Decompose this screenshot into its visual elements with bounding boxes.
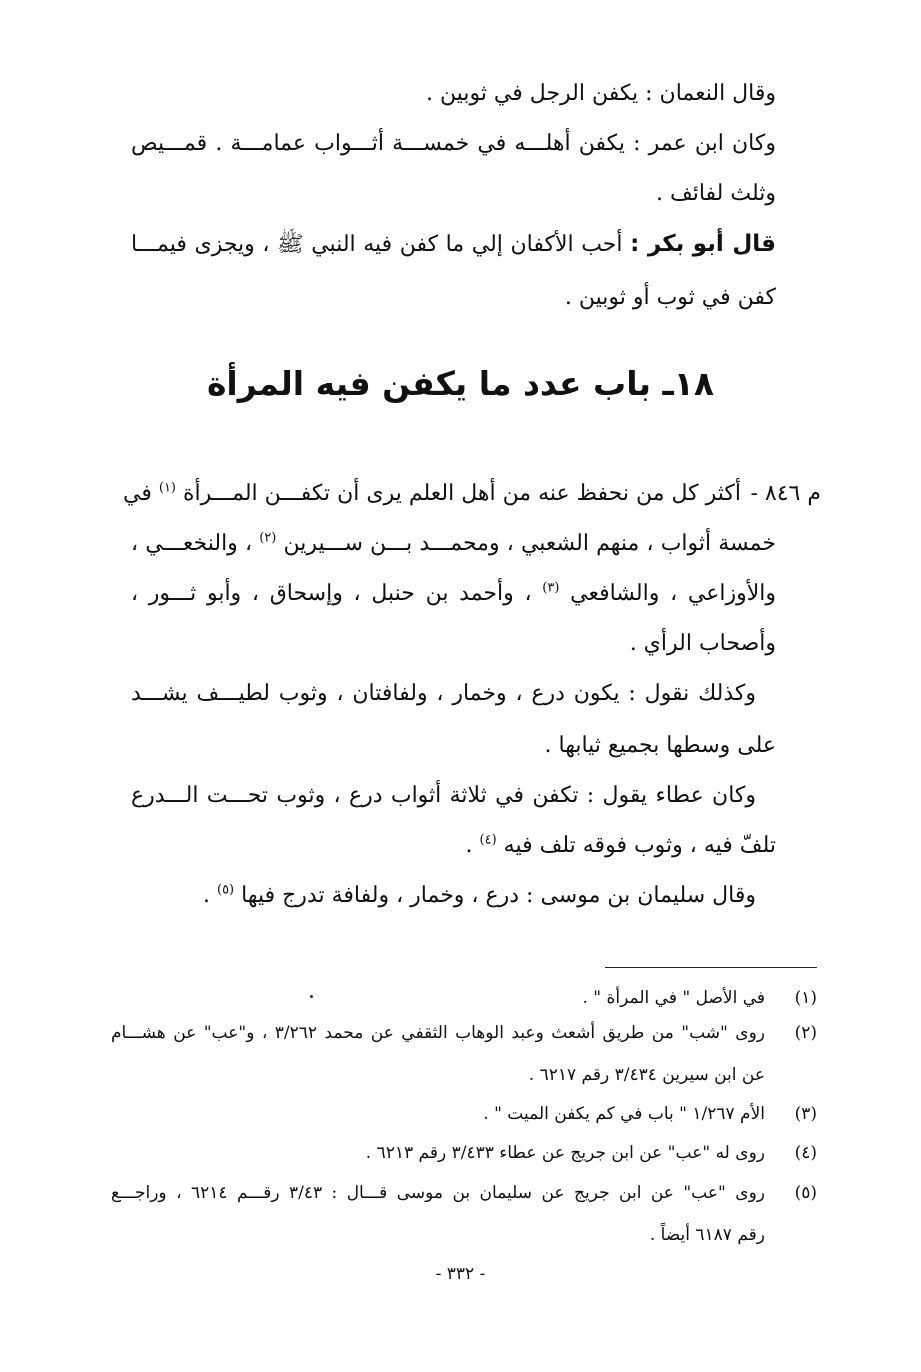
footnote-text: في الأصل " في المرأة " . xyxy=(582,988,765,1008)
entry-line xyxy=(131,578,776,610)
entry-text: خمسة أثواب ، منهم الشعبي ، ومحمـــد بـــن ســـيرين xyxy=(276,531,777,556)
footnote-ref: (١) xyxy=(158,480,176,496)
footnote xyxy=(111,985,817,1011)
footnote-text: روى "عب" عن ابن جريج عن سليمان بن موسى قـــال : ٣/٤٣ رقـــم ٦٢١٤ ، وراجـــع xyxy=(111,1183,765,1203)
text-line: وقال النعمان : يكفن الرجل في ثوبين . xyxy=(425,81,776,106)
footnote-ref: (٢) xyxy=(259,530,277,546)
entry-marker: م ٨٤٦ - xyxy=(750,481,821,506)
abu-bakr-text: أحب الأكفان إلي ما كفن فيه النبي ﷺ ، ويجزى فيمـــا xyxy=(131,232,631,257)
chapter-heading: ١٨ـ باب عدد ما يكفن فيه المرأة xyxy=(206,364,715,403)
footnote-number: (٥) xyxy=(794,1183,817,1203)
text-line: كفن في ثوب أو ثوبين . xyxy=(564,285,776,310)
footnote-ref: (٤) xyxy=(479,832,497,848)
footnote-divider xyxy=(605,967,817,968)
entry-text: . xyxy=(465,833,480,858)
page-number: - ٣٣٢ - xyxy=(435,1264,486,1284)
abu-bakr-line xyxy=(131,228,776,261)
entry-text: تلفّ فيه ، وثوب فوقه تلف فيه xyxy=(496,833,776,858)
entry-line xyxy=(131,528,776,560)
abu-bakr-lead: قال أبو بكر : xyxy=(630,231,776,257)
footnote-text: روى "شب" من طريق أشعث وعبد الوهاب الثقفي عن محمد ٣/٢٦٢ ، و"عب" عن هشـــام xyxy=(111,1023,765,1043)
text-line: وثلث لفائف . xyxy=(655,181,776,206)
entry-text: في xyxy=(123,481,159,506)
footnote-number: (١) xyxy=(794,988,817,1008)
entry-text: ، والنخعـــي ، xyxy=(131,531,260,556)
entry-text: . xyxy=(202,883,217,908)
footnote xyxy=(111,1101,817,1127)
footnote-continuation: عن ابن سيرين ٣/٤٣٤ رقم ٦٢١٧ . xyxy=(528,1065,765,1085)
entry-text: ، وأحمد بن حنبل ، وإسحاق ، وأبو ثـــور ، xyxy=(131,581,543,606)
footnote-number: (٣) xyxy=(794,1104,817,1124)
entry-line xyxy=(131,830,776,862)
entry-line xyxy=(123,478,741,510)
entry-line: وكان عطاء يقول : تكفن في ثلاثة أثواب درع ، وثوب تحـــت الـــدرع xyxy=(131,783,756,808)
entry-line xyxy=(111,880,756,912)
entry-line: وكذلك نقول : يكون درع ، وخمار ، ولفافتان ، وثوب لطيـــف يشـــد xyxy=(131,681,756,706)
footnote-continuation: رقم ٦١٨٧ أيضاً . xyxy=(649,1225,765,1245)
footnote xyxy=(111,1140,817,1166)
entry-text: والأوزاعي ، والشافعي xyxy=(559,581,776,606)
entry-text: وقال سليمان بن موسى : درع ، وخمار ، ولفافة تدرج فيها xyxy=(234,883,756,908)
footnote-number: (٢) xyxy=(794,1023,817,1043)
footnote xyxy=(111,1180,817,1206)
footnote xyxy=(111,1020,817,1046)
entry-text: أكثر كل من نحفظ عنه من أهل العلم يرى أن تكفـــن المـــرأة xyxy=(176,481,741,506)
footnote-text: روى له "عب" عن ابن جريج عن عطاء ٣/٤٣٣ رقم ٦٢١٣ . xyxy=(365,1143,765,1163)
footnote-ref: (٥) xyxy=(216,882,235,898)
entry-line: وأصحاب الرأي . xyxy=(629,631,776,656)
footnote-text: الأم ١/٢٦٧ " باب في كم يكفن الميت " . xyxy=(483,1104,765,1124)
footnote-number: (٤) xyxy=(794,1143,817,1163)
text-line: وكان ابن عمر : يكفن أهلـــه في خمســـة أثـــواب عمامـــة . قمـــيص xyxy=(131,131,776,156)
entry-line: على وسطها بجميع ثيابها . xyxy=(544,733,776,758)
footnote-ref: (٣) xyxy=(542,580,560,596)
